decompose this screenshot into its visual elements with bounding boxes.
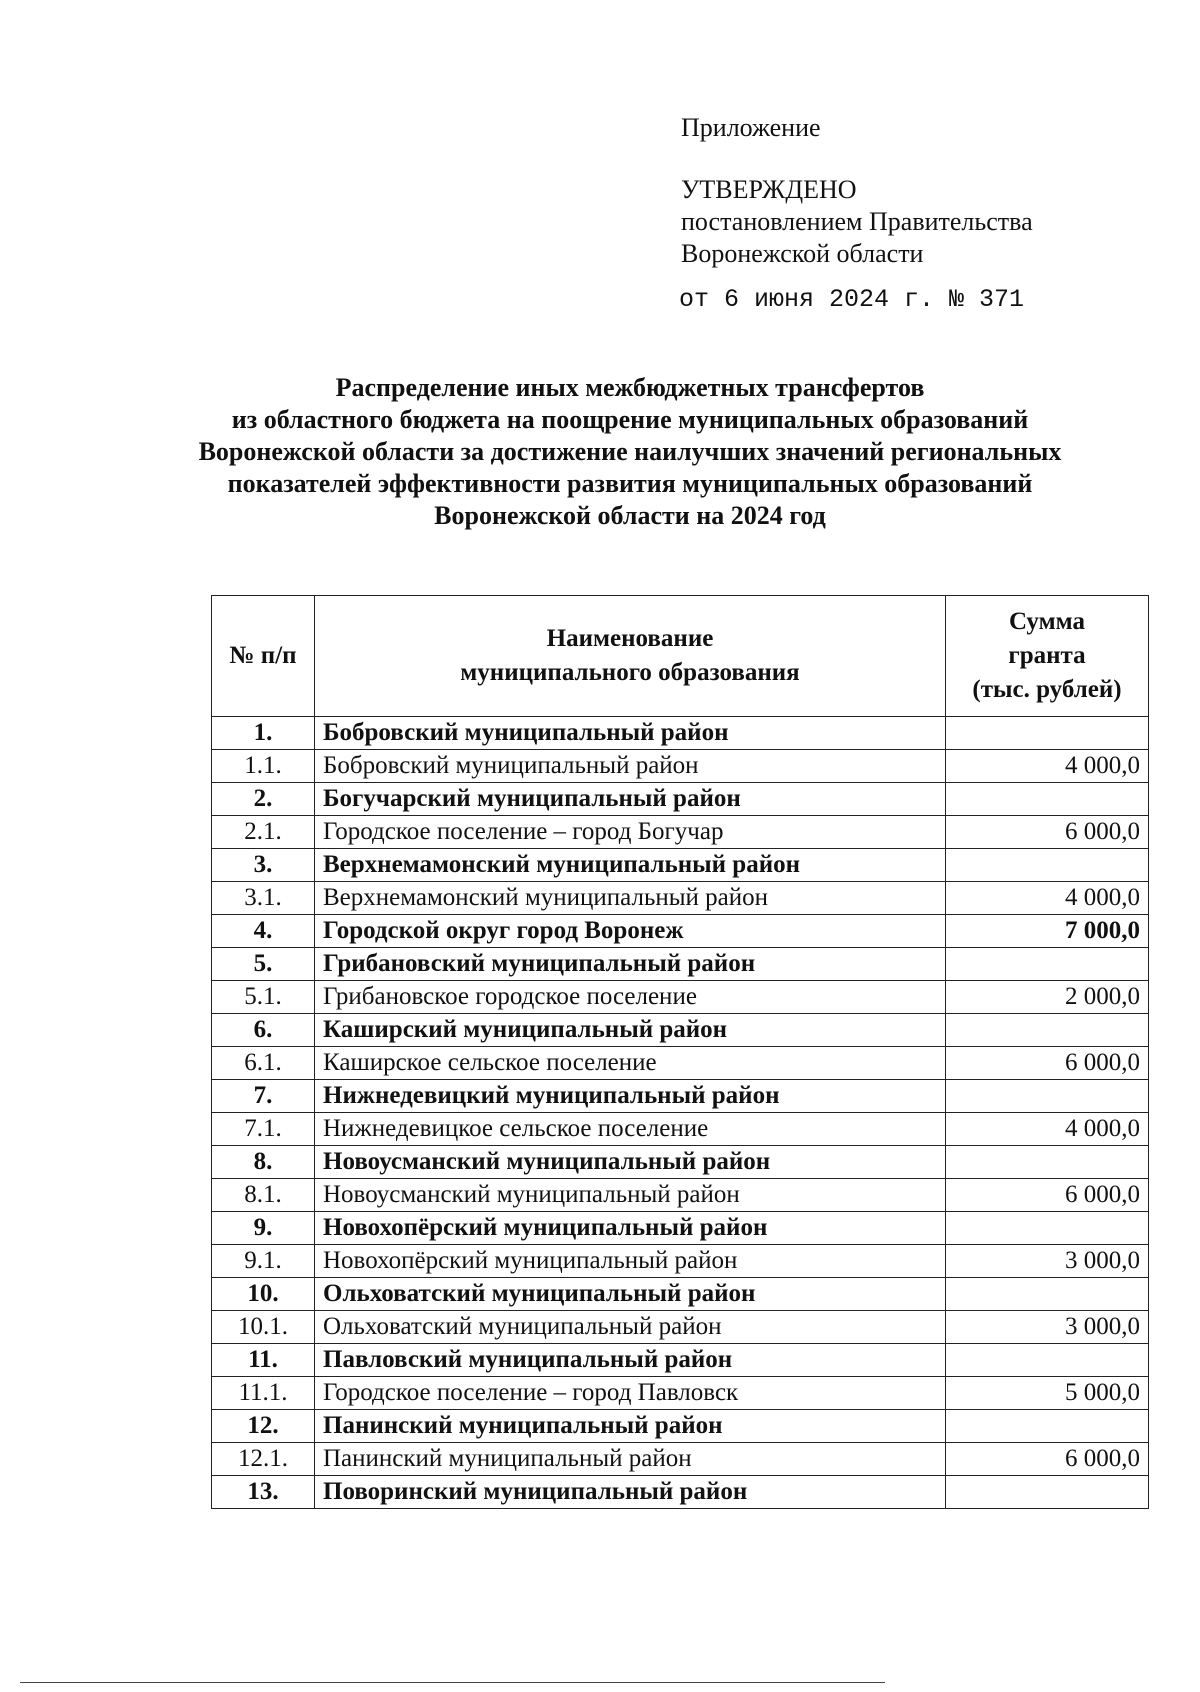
table-row [212,1245,1149,1278]
row-num: 10. [212,1278,315,1311]
header-name-line: Наименование [546,625,714,652]
row-name: Новохопёрский муниципальный район [315,1212,946,1245]
row-num: 11. [212,1344,315,1377]
row-num: 3. [212,849,315,882]
row-name: Ольховатский муниципальный район [315,1311,946,1344]
row-name: Богучарский муниципальный район [315,783,946,816]
table-row [212,1377,1149,1410]
row-sum: 6 000,0 [946,1179,1149,1212]
row-name: Бобровский муниципальный район [315,750,946,783]
row-name: Городское поселение – город Богучар [315,816,946,849]
row-name: Новохопёрский муниципальный район [315,1245,946,1278]
row-num: 12. [212,1410,315,1443]
row-name: Новоусманский муниципальный район [315,1146,946,1179]
row-num: 11.1. [212,1377,315,1410]
table-row [212,1212,1149,1245]
table-row [212,1014,1149,1047]
document-title [130,372,1130,532]
table-row [212,981,1149,1014]
row-sum: 4 000,0 [946,1113,1149,1146]
table-row [212,1047,1149,1080]
row-name: Нижнедевицкий муниципальный район [315,1080,946,1113]
table-header-row [212,596,1149,717]
table-row [212,1179,1149,1212]
table-row [212,750,1149,783]
row-sum: 6 000,0 [946,1047,1149,1080]
table-body [212,717,1149,1509]
row-name: Поворинский муниципальный район [315,1476,946,1509]
grants-table [211,595,1149,1509]
appendix-label: Приложение [681,113,821,142]
row-sum: 5 000,0 [946,1377,1149,1410]
row-sum: 4 000,0 [946,750,1149,783]
row-name: Грибановский муниципальный район [315,948,946,981]
row-sum: 6 000,0 [946,1443,1149,1476]
row-sum: 6 000,0 [946,816,1149,849]
table-row [212,1443,1149,1476]
title-line: показателей эффективности развития муниципальных образований [227,469,1033,498]
row-num: 6. [212,1014,315,1047]
row-sum [946,1212,1149,1245]
row-sum: 3 000,0 [946,1311,1149,1344]
row-num: 7.1. [212,1113,315,1146]
row-num: 1. [212,717,315,750]
table-row [212,1311,1149,1344]
row-num: 7. [212,1080,315,1113]
row-name: Панинский муниципальный район [315,1410,946,1443]
table-row [212,1278,1149,1311]
row-num: 5. [212,948,315,981]
row-name: Городской округ город Воронеж [315,915,946,948]
row-name: Верхнемамонский муниципальный район [315,849,946,882]
approval-block [681,112,1033,316]
table-row [212,1146,1149,1179]
row-sum [946,783,1149,816]
row-name: Новоусманский муниципальный район [315,1179,946,1212]
title-line: Распределение иных межбюджетных трансфертов [335,373,925,402]
row-num: 2.1. [212,816,315,849]
row-sum: 4 000,0 [946,882,1149,915]
row-num: 1.1. [212,750,315,783]
title-line: Воронежской области на 2024 год [434,501,826,530]
row-name: Бобровский муниципальный район [315,717,946,750]
table-row [212,1476,1149,1509]
row-sum [946,849,1149,882]
title-line: Воронежской области за достижение наилучших значений региональных [198,437,1062,466]
table-row [212,882,1149,915]
table-row [212,1410,1149,1443]
row-num: 4. [212,915,315,948]
header-name [315,596,946,717]
table-row [212,1344,1149,1377]
header-name-line: муниципального образования [460,659,800,686]
table-row [212,1113,1149,1146]
table-row [212,915,1149,948]
table-row [212,948,1149,981]
row-name: Верхнемамонский муниципальный район [315,882,946,915]
row-name: Каширский муниципальный район [315,1014,946,1047]
row-num: 9. [212,1212,315,1245]
row-sum: 7 000,0 [946,915,1149,948]
row-name: Ольховатский муниципальный район [315,1278,946,1311]
approval-line-2: Воронежской области [681,239,924,268]
row-name: Грибановское городское поселение [315,981,946,1014]
row-num: 8.1. [212,1179,315,1212]
row-num: 12.1. [212,1443,315,1476]
table-row [212,849,1149,882]
row-num: 3.1. [212,882,315,915]
row-sum [946,1080,1149,1113]
row-sum [946,1410,1149,1443]
header-sum-line: Сумма [1009,608,1085,635]
row-sum [946,1344,1149,1377]
approved-label: УТВЕРЖДЕНО [681,175,857,204]
row-sum [946,1278,1149,1311]
row-num: 2. [212,783,315,816]
row-num: 6.1. [212,1047,315,1080]
row-name: Каширское сельское поселение [315,1047,946,1080]
row-num: 9.1. [212,1245,315,1278]
row-sum: 3 000,0 [946,1245,1149,1278]
decree-date-number: от 6 июня 2024 г. № 371 [679,285,1025,314]
row-sum [946,1146,1149,1179]
row-num: 13. [212,1476,315,1509]
table-row [212,816,1149,849]
header-sum-line: (тыс. рублей) [972,676,1122,703]
row-sum [946,717,1149,750]
row-num: 10.1. [212,1311,315,1344]
header-sum-line: гранта [1008,642,1086,669]
row-sum [946,948,1149,981]
title-line: из областного бюджета на поощрение муниципальных образований [231,405,1029,434]
row-name: Нижнедевицкое сельское поселение [315,1113,946,1146]
row-num: 8. [212,1146,315,1179]
table-row [212,717,1149,750]
table-row [212,1080,1149,1113]
row-name: Панинский муниципальный район [315,1443,946,1476]
row-sum: 2 000,0 [946,981,1149,1014]
header-num: № п/п [212,596,315,717]
header-sum [946,596,1149,717]
row-sum [946,1014,1149,1047]
table-row [212,783,1149,816]
approval-line-1: постановлением Правительства [681,207,1033,236]
row-name: Городское поселение – город Павловск [315,1377,946,1410]
row-num: 5.1. [212,981,315,1014]
row-sum [946,1476,1149,1509]
bottom-rule [20,1682,885,1683]
row-name: Павловский муниципальный район [315,1344,946,1377]
